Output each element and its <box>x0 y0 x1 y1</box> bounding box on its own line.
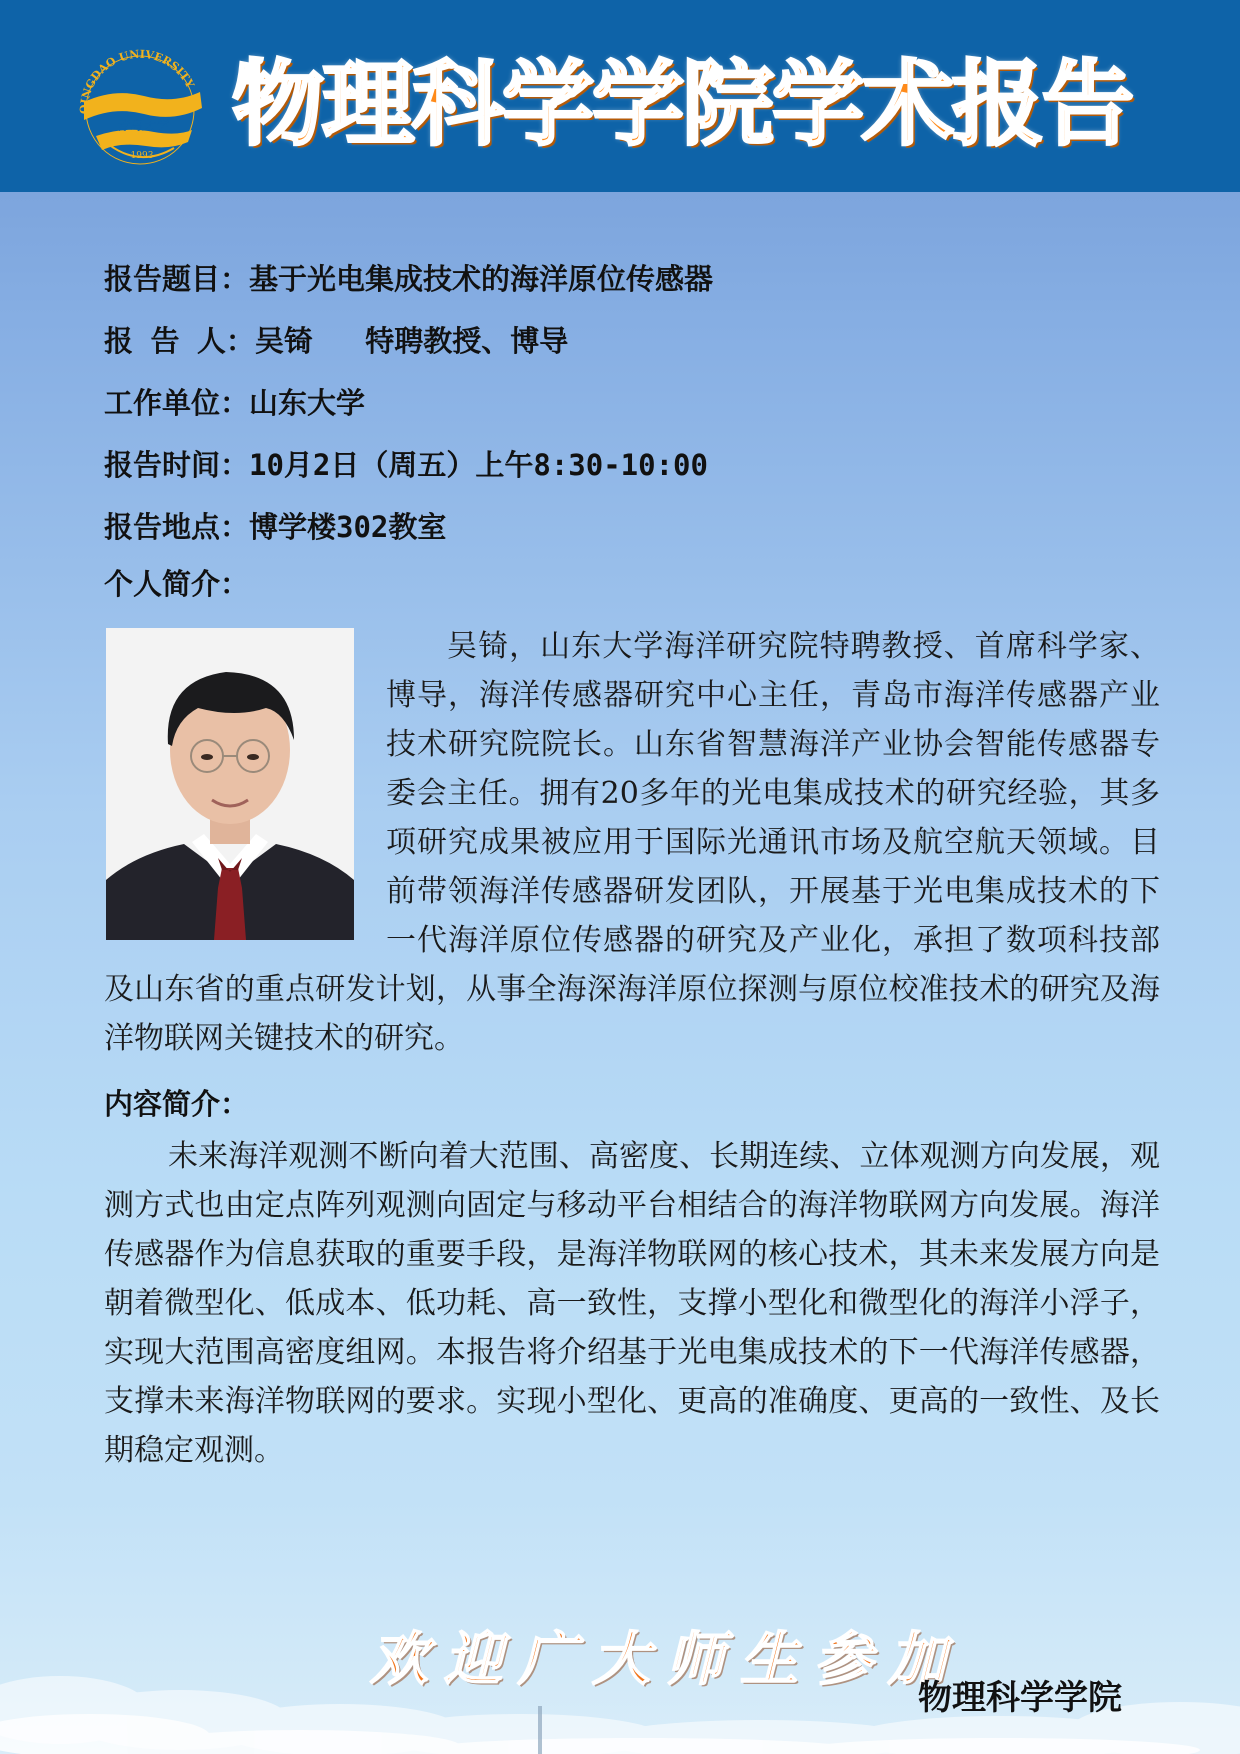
report-location: 报告地点：博学楼302教室 <box>104 510 447 544</box>
content-text-block <box>104 1132 1160 1475</box>
content-label: 内容简介： <box>104 1087 250 1121</box>
report-affiliation: 工作单位：山东大学 <box>104 386 366 420</box>
page-title: 物理科学学院学术报告 <box>232 51 1133 158</box>
logo-text-top: QINGDAO UNIVERSITY <box>77 47 197 115</box>
report-speaker: 报 告 人：吴锜 特聘教授、博导 <box>104 324 569 358</box>
logo-text-mid: 青岛大学 <box>115 119 169 134</box>
report-topic: 报告题目：基于光电集成技术的海洋原位传感器 <box>104 262 714 296</box>
bio-text-block <box>104 622 1160 1063</box>
logo-text-year: 1993 <box>130 151 154 161</box>
report-time: 报告时间：10月2日（周五）上午8:30-10:00 <box>104 448 708 482</box>
organizer-name: 物理科学学院 <box>918 1678 1122 1718</box>
report-info <box>104 248 1164 558</box>
content-text: 未来海洋观测不断向着大范围、高密度、长期连续、立体观测方向发展，观测方式也由定点阵列观测向固定与移动平台相结合的海洋物联网方向发展。海洋传感器作为信息获取的重要手段，是海洋物联网的核心技术，其未来发展方向是朝着微型化、低成本、低功耗、高一致性，支撑小型化和微型化的海洋小浮子，实现大范围高密度组网。本报告将介绍基于光电集成技术的下一代海洋传感器，支撑未来海洋物联网的要求。实现小型化、更高的准确度、更高的一致性、及长期稳定观测。 <box>104 1139 1160 1468</box>
welcome-slogan: 欢迎广大师生参加 <box>370 1625 963 1693</box>
bio-label: 个人简介： <box>104 567 250 601</box>
header-banner <box>0 0 1240 192</box>
university-logo-icon <box>74 44 206 166</box>
bio-text: 吴锜，山东大学海洋研究院特聘教授、首席科学家、博导，海洋传感器研究中心主任，青岛市海洋传感器产业技术研究院院长。山东省智慧海洋产业协会智能传感器专委会主任。拥有20多年的光电集成技术的研究经验，其多项研究成果被应用于国际光通讯市场及航空航天领域。目前带领海洋传感器研发团队，开展基于光电集成技术的下一代海洋原位传感器的研究及产业化，承担了数项科技部及山东省的重点研发计划，从事全海深海洋原位探测与原位校准技术的研究及海洋物联网关键技术的研究。 <box>104 629 1160 1056</box>
